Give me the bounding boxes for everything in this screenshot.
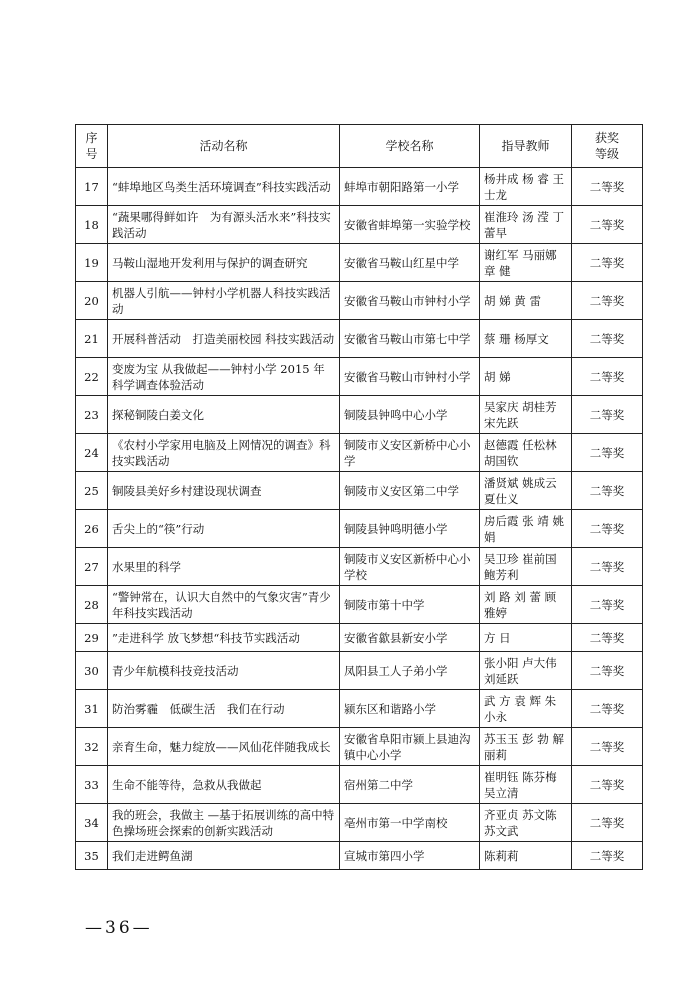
cell-award-level: 二等奖 bbox=[572, 842, 643, 870]
cell-school: 安徽省蚌埠第一实验学校 bbox=[340, 206, 480, 244]
cell-school: 凤阳县工人子弟小学 bbox=[340, 652, 480, 690]
cell-activity: 铜陵县美好乡村建设现状调查 bbox=[108, 472, 340, 510]
cell-teacher: 谢红军 马丽娜 章 健 bbox=[480, 244, 572, 282]
award-table bbox=[75, 124, 643, 870]
cell-school: 安徽省阜阳市颍上县迪沟镇中心小学 bbox=[340, 728, 480, 766]
cell-activity: 生命不能等待，急救从我做起 bbox=[108, 766, 340, 804]
cell-school: 铜陵县钟鸣明德小学 bbox=[340, 510, 480, 548]
cell-activity: 变废为宝 从我做起——钟村小学 2015 年科学调查体验活动 bbox=[108, 358, 340, 396]
cell-teacher: 胡 娣 bbox=[480, 358, 572, 396]
cell-school: 安徽省马鞍山红星中学 bbox=[340, 244, 480, 282]
cell-no: 34 bbox=[76, 804, 108, 842]
cell-no: 28 bbox=[76, 586, 108, 624]
cell-award-level: 二等奖 bbox=[572, 510, 643, 548]
cell-no: 19 bbox=[76, 244, 108, 282]
cell-award-level: 二等奖 bbox=[572, 690, 643, 728]
cell-school: 安徽省歙县新安小学 bbox=[340, 624, 480, 652]
table-row bbox=[76, 510, 643, 548]
cell-no: 27 bbox=[76, 548, 108, 586]
header-teacher: 指导教师 bbox=[480, 125, 572, 168]
cell-no: 21 bbox=[76, 320, 108, 358]
table-body bbox=[76, 168, 643, 870]
cell-no: 20 bbox=[76, 282, 108, 320]
cell-activity: ”走进科学 放飞梦想“科技节实践活动 bbox=[108, 624, 340, 652]
cell-activity: “蚌埠地区鸟类生活环境调查”科技实践活动 bbox=[108, 168, 340, 206]
header-award-level bbox=[572, 125, 643, 168]
cell-award-level: 二等奖 bbox=[572, 358, 643, 396]
table-row bbox=[76, 320, 643, 358]
cell-teacher: 苏玉玉 彭 勃 解丽莉 bbox=[480, 728, 572, 766]
table-row bbox=[76, 206, 643, 244]
cell-school: 铜陵市义安区第二中学 bbox=[340, 472, 480, 510]
cell-no: 23 bbox=[76, 396, 108, 434]
table-row bbox=[76, 842, 643, 870]
cell-teacher: 蔡 珊 杨厚文 bbox=[480, 320, 572, 358]
cell-activity: 探秘铜陵白姜文化 bbox=[108, 396, 340, 434]
cell-school: 宿州第二中学 bbox=[340, 766, 480, 804]
cell-teacher: 崔明钰 陈芬梅 吴立清 bbox=[480, 766, 572, 804]
table-row bbox=[76, 728, 643, 766]
header-award-level-line2: 等级 bbox=[594, 147, 619, 161]
cell-no: 35 bbox=[76, 842, 108, 870]
page-number: —36— bbox=[85, 918, 153, 938]
cell-school: 安徽省马鞍山市钟村小学 bbox=[340, 358, 480, 396]
table-row bbox=[76, 804, 643, 842]
cell-school: 铜陵市第十中学 bbox=[340, 586, 480, 624]
header-school: 学校名称 bbox=[340, 125, 480, 168]
cell-teacher: 潘贤斌 姚成云 夏仕义 bbox=[480, 472, 572, 510]
cell-award-level: 二等奖 bbox=[572, 804, 643, 842]
table-row bbox=[76, 244, 643, 282]
cell-no: 24 bbox=[76, 434, 108, 472]
cell-no: 17 bbox=[76, 168, 108, 206]
cell-activity: 《农村小学家用电脑及上网情况的调查》科技实践活动 bbox=[108, 434, 340, 472]
cell-school: 蚌埠市朝阳路第一小学 bbox=[340, 168, 480, 206]
cell-award-level: 二等奖 bbox=[572, 548, 643, 586]
cell-school: 安徽省马鞍山市第七中学 bbox=[340, 320, 480, 358]
cell-activity: “警钟常在，认识大自然中的气象灾害”青少年科技实践活动 bbox=[108, 586, 340, 624]
cell-award-level: 二等奖 bbox=[572, 168, 643, 206]
header-no: 序号 bbox=[76, 125, 108, 168]
cell-award-level: 二等奖 bbox=[572, 728, 643, 766]
cell-activity: 舌尖上的“筷”行动 bbox=[108, 510, 340, 548]
table-header-row bbox=[76, 125, 643, 168]
cell-teacher: 杨井成 杨 睿 王士龙 bbox=[480, 168, 572, 206]
cell-school: 亳州市第一中学南校 bbox=[340, 804, 480, 842]
table-row bbox=[76, 396, 643, 434]
cell-award-level: 二等奖 bbox=[572, 624, 643, 652]
cell-award-level: 二等奖 bbox=[572, 244, 643, 282]
table-row bbox=[76, 168, 643, 206]
cell-teacher: 崔淮玲 汤 滢 丁蕾早 bbox=[480, 206, 572, 244]
cell-teacher: 方 日 bbox=[480, 624, 572, 652]
cell-teacher: 陈莉莉 bbox=[480, 842, 572, 870]
header-award-level-line1: 获奖 bbox=[594, 131, 619, 145]
cell-no: 30 bbox=[76, 652, 108, 690]
cell-activity: 防治雾霾 低碳生活 我们在行动 bbox=[108, 690, 340, 728]
cell-teacher: 张小阳 卢大伟 刘延跃 bbox=[480, 652, 572, 690]
cell-award-level: 二等奖 bbox=[572, 206, 643, 244]
cell-activity: “蔬果哪得鲜如许 为有源头活水来”科技实践活动 bbox=[108, 206, 340, 244]
cell-no: 26 bbox=[76, 510, 108, 548]
cell-award-level: 二等奖 bbox=[572, 282, 643, 320]
table-row bbox=[76, 652, 643, 690]
table-row bbox=[76, 434, 643, 472]
table-row bbox=[76, 358, 643, 396]
cell-teacher: 房后霞 张 靖 姚 娟 bbox=[480, 510, 572, 548]
table-row bbox=[76, 624, 643, 652]
cell-award-level: 二等奖 bbox=[572, 652, 643, 690]
table-row bbox=[76, 282, 643, 320]
cell-award-level: 二等奖 bbox=[572, 396, 643, 434]
cell-activity: 马鞍山湿地开发利用与保护的调查研究 bbox=[108, 244, 340, 282]
cell-award-level: 二等奖 bbox=[572, 766, 643, 804]
cell-activity: 机器人引航——钟村小学机器人科技实践活动 bbox=[108, 282, 340, 320]
cell-school: 安徽省马鞍山市钟村小学 bbox=[340, 282, 480, 320]
cell-no: 25 bbox=[76, 472, 108, 510]
table-row bbox=[76, 690, 643, 728]
cell-teacher: 赵德霞 任松林 胡国钦 bbox=[480, 434, 572, 472]
cell-school: 铜陵市义安区新桥中心小学 bbox=[340, 434, 480, 472]
cell-activity: 亲育生命，魅力绽放——风仙花伴随我成长 bbox=[108, 728, 340, 766]
cell-school: 铜陵县钟鸣中心小学 bbox=[340, 396, 480, 434]
cell-school: 宣城市第四小学 bbox=[340, 842, 480, 870]
cell-teacher: 吴家庆 胡桂芳 宋先跃 bbox=[480, 396, 572, 434]
cell-award-level: 二等奖 bbox=[572, 320, 643, 358]
cell-no: 22 bbox=[76, 358, 108, 396]
cell-activity: 青少年航模科技竞技活动 bbox=[108, 652, 340, 690]
cell-no: 33 bbox=[76, 766, 108, 804]
cell-teacher: 齐亚贞 苏文陈 苏文武 bbox=[480, 804, 572, 842]
table-row bbox=[76, 766, 643, 804]
cell-school: 颍东区和谐路小学 bbox=[340, 690, 480, 728]
cell-teacher: 武 方 袁 辉 朱小永 bbox=[480, 690, 572, 728]
cell-school: 铜陵市义安区新桥中心小学校 bbox=[340, 548, 480, 586]
cell-teacher: 吴卫珍 崔前国 鲍芳利 bbox=[480, 548, 572, 586]
cell-activity: 开展科普活动 打造美丽校园 科技实践活动 bbox=[108, 320, 340, 358]
cell-award-level: 二等奖 bbox=[572, 472, 643, 510]
header-activity: 活动名称 bbox=[108, 125, 340, 168]
cell-teacher: 刘 路 刘 蕾 顾雅婷 bbox=[480, 586, 572, 624]
cell-teacher: 胡 娣 黄 雷 bbox=[480, 282, 572, 320]
cell-no: 18 bbox=[76, 206, 108, 244]
cell-activity: 我的班会，我做主 —基于拓展训练的高中特色操场班会探索的创新实践活动 bbox=[108, 804, 340, 842]
cell-no: 32 bbox=[76, 728, 108, 766]
cell-activity: 我们走进鳄鱼湖 bbox=[108, 842, 340, 870]
cell-activity: 水果里的科学 bbox=[108, 548, 340, 586]
table-row bbox=[76, 586, 643, 624]
cell-no: 29 bbox=[76, 624, 108, 652]
cell-award-level: 二等奖 bbox=[572, 586, 643, 624]
table-row bbox=[76, 548, 643, 586]
cell-award-level: 二等奖 bbox=[572, 434, 643, 472]
table-row bbox=[76, 472, 643, 510]
cell-no: 31 bbox=[76, 690, 108, 728]
